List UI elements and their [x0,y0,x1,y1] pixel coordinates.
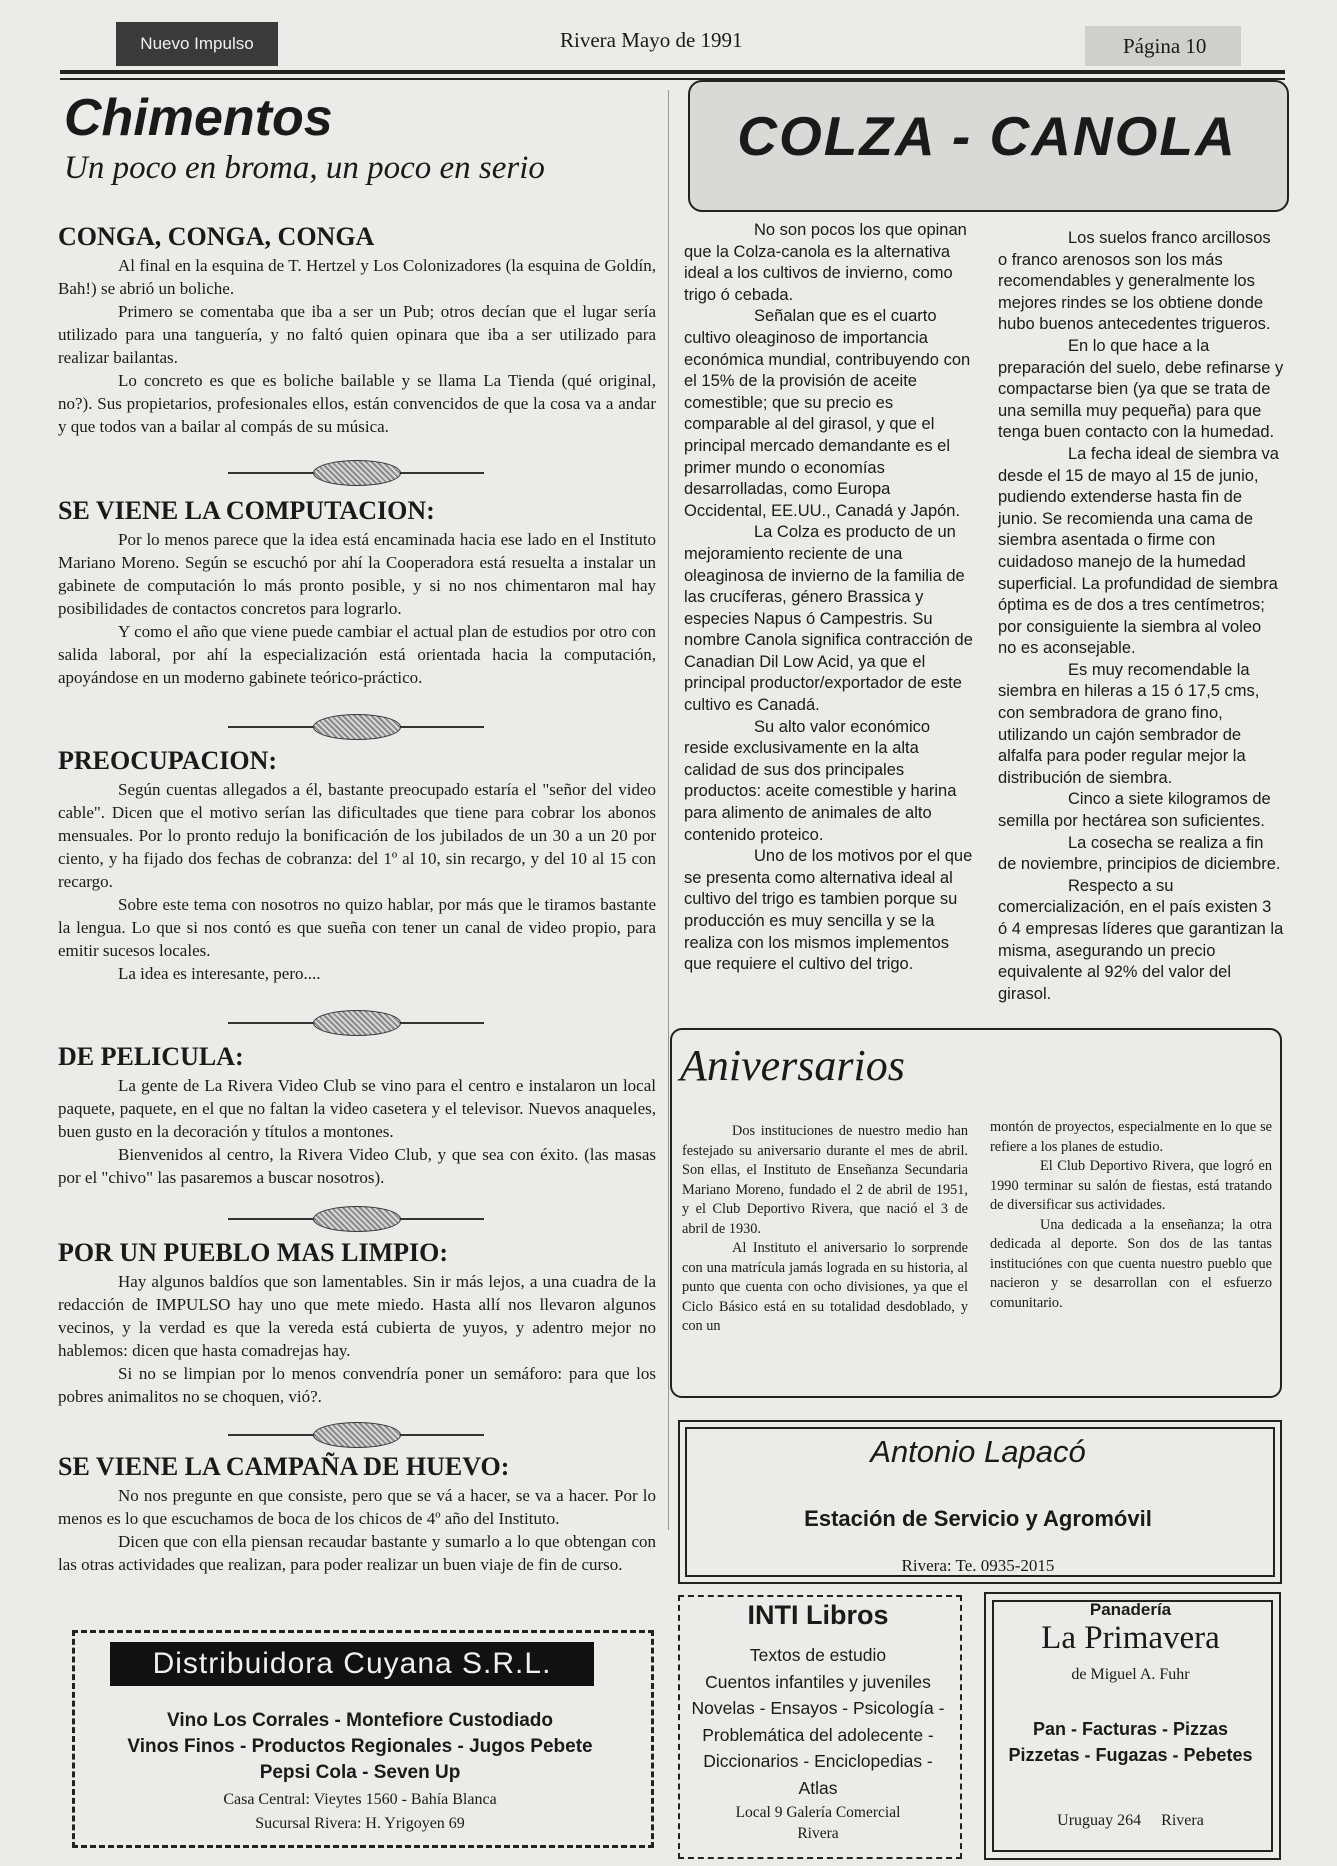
ornament-divider [228,714,484,740]
aniversarios-paragraph: El Club Deportivo Rivera, que logró en 1990 terminar su salón de fiestas, está tratando de diversificar sus actividades. [990,1158,1272,1213]
header-rule [60,70,1285,74]
ad-cuyana-address: Sucursal Rivera: H. Yrigoyen 69 [255,1815,465,1832]
ad-panaderia-address: Uruguay 264 Rivera [1057,1812,1204,1829]
article-heading: CONGA, CONGA, CONGA [58,222,375,251]
ad-cuyana-addresses [80,1788,640,1836]
colza-paragraph: Su alto valor económico reside exclusivamente en la alta calidad de sus dos principales productos: aceite comestible y harina para alimento de animales de alto contenido proteico. [684,717,957,844]
article-body [58,254,656,438]
ad-cuyana-line: Vinos Finos - Productos Regionales - Jugos Pebete [127,1736,593,1757]
ad-inti-address-line: Local 9 Galería Comercial [735,1804,901,1821]
article-heading: PREOCUPACION: [58,746,278,775]
article-paragraph: La idea es interesante, pero.... [118,964,321,983]
ad-inti-items [680,1642,956,1801]
ad-lapaco-name: Antonio Lapacó [870,1434,1086,1469]
aniversarios-title: Aniversarios [680,1041,905,1090]
colza-paragraph: Señalan que es el cuarto cultivo oleaginoso de importancia económica mundial, contribuyendo con el 15% de la provisión de aceite comestible; que su precio es comparable al del girasol, y que el principal mercado demandante es el primer mundo o economías desarrolladas, como Europa Occidental, EE.UU., Canadá y Japón. [684,307,971,520]
article-body [58,1484,656,1576]
colza-paragraph: Cinco a siete kilogramos de semilla por hectárea son suficientes. [998,790,1271,831]
article-heading: POR UN PUEBLO MAS LIMPIO: [58,1238,448,1267]
ornament-divider [228,1206,484,1232]
colza-column-2 [998,228,1284,1005]
article-paragraph: Bienvenidos al centro, la Rivera Video Club, y que sea con éxito. (las masas por el "chivo" las pasaremos a buscar nosotros). [58,1145,656,1187]
article-heading: DE PELICULA: [58,1042,244,1071]
article-paragraph: Sobre este tema con nosotros no quizo hablar, por más que le tiramos bastante la lengua. Lo que si nos contó es que sueña con tener un canal de video propio, para emitir sucesos locales. [58,895,656,960]
ad-inti-line: Atlas [798,1777,838,1798]
ad-lapaco-phone: Rivera: Te. 0935-2015 [901,1556,1055,1575]
colza-paragraph: La fecha ideal de siembra va desde el 15 de mayo al 15 de junio, pudiendo extenderse hasta fin de junio. Se recomienda una cama de siembra asentada o firme con cuidadoso manejo de la humedad superficial. La profundidad de siembra óptima es de dos a tres centímetros; por consiguiente la siembra al voleo no es aconsejable. [998,444,1279,658]
ad-lapaco-tagline: Estación de Servicio y Agromóvil [804,1506,1152,1531]
article-heading: SE VIENE LA COMPUTACION: [58,496,435,525]
section-subtitle: Un poco en broma, un poco en serio [64,150,545,186]
colza-paragraph: La cosecha se realiza a fin de noviembre, principios de diciembre. [998,833,1281,874]
colza-paragraph: En lo que hace a la preparación del suelo, debe refinarse y compactarse bien (ya que se trata de una semilla muy pequeña) para que tenga buen contacto con la humedad. [998,336,1284,442]
article-paragraph: Dicen que con ella piensan recaudar bastante y sumarlo a lo que obtengan con las otras actividades que realizan, para poder realizar un buen viaje de fin de curso. [58,1532,656,1574]
ad-panaderia-owner: de Miguel A. Fuhr [1071,1666,1190,1683]
colza-column-1 [684,220,974,976]
article-paragraph: No nos pregunte en que consiste, pero que se vá a hacer, se va a hacer. Por lo menos es lo que escuchamos de boca de los chicos de 4º año del Instituto. [58,1486,656,1528]
ad-cuyana-name: Distribuidora Cuyana S.R.L. [110,1642,594,1686]
article-paragraph: Por lo menos parece que la idea está encaminada hacia ese lado en el Instituto Mariano Moreno. Según se escuchó por ahí la Cooperadora está resuelta a instalar un gabinete de computación lo más pronto posible, y si no nos chimentaron mal hay posibilidades de contactos concretos para lograrlo. [58,530,656,618]
ad-inti-name: INTI Libros [747,1600,889,1630]
issue-date: Rivera Mayo de 1991 [560,28,743,52]
aniversarios-paragraph: montón de proyectos, especialmente en lo que se refiere a los planes de estudio. [990,1119,1272,1155]
ad-cuyana-line: Vino Los Corrales - Montefiore Custodiado [166,1710,553,1731]
colza-title: COLZA - CANOLA [737,105,1237,167]
ornament-divider [228,460,484,486]
section-title: Chimentos [64,89,333,147]
masthead-logo: Nuevo Impulso [116,22,278,66]
ad-inti-line: Problemática del adolecente - [702,1724,934,1745]
ad-panaderia-name: La Primavera [1041,1620,1220,1656]
aniversarios-paragraph: Una dedicada a la enseñanza; la otra dedicada al deporte. Son dos de las tantas instituciónes con que cuenta nuestro pueblo que nacieron y se desarrollan con el esfuerzo comunitario. [990,1216,1272,1311]
ad-panaderia-line: Pan - Facturas - Pizzas [1032,1719,1229,1739]
aniversarios-column-1 [682,1122,968,1337]
article-paragraph: Lo concreto es que es boliche bailable y se llama La Tienda (qué original, no?). Sus propietarios, profesionales ellos, están convencidos de que la cosa va a andar y que todos van a bailar al compás de su música. [58,371,656,436]
ad-inti-line: Cuentos infantiles y juveniles [705,1671,931,1692]
colza-paragraph: Respecto a su comercialización, en el país existen 3 ó 4 empresas líderes que garantizan la misma, asegurando un precio equivalente al 92% del valor del girasol. [998,876,1284,1003]
article-paragraph: La gente de La Rivera Video Club se vino para el centro e instalaron un local paquete, paquete, en el que no faltan la video casetera y el televisor. Nuevos anaqueles, buen gusto en la decoración y títulos a montones. [58,1076,656,1141]
ad-panaderia-kicker: Panadería [1089,1600,1172,1619]
ad-inti-address-line: Rivera [797,1825,839,1842]
ad-inti-line: Diccionarios - Enciclopedias - [703,1751,933,1771]
ad-panaderia-products [994,1716,1267,1768]
colza-paragraph: Los suelos franco arcillosos o franco arenosos son los más recomendables y generalmente los mejores rindes se los obtiene donde hubo buenos antecedentes trigueros. [998,229,1271,334]
article-paragraph: Y como el año que viene puede cambiar el actual plan de estudios por otro con salida laboral, por ahí la especialización está orientada hacia la computación, apoyándose en un moderno gabinete teórico-práctico. [58,622,656,687]
article-body [58,528,656,689]
aniversarios-column-2 [990,1118,1272,1313]
article-body [58,778,656,985]
ad-cuyana-address: Casa Central: Vieytes 1560 - Bahía Blanca [223,1791,497,1808]
colza-paragraph: La Colza es producto de un mejoramiento reciente de una oleaginosa de invierno de la familia de las crucíferas, género Brassica y especies Napus ó Campestris. Su nombre Canola significa contracción de Canadian Dil Low Acid, ya que el principal productor/exportador de este cultivo es Canadá. [684,523,973,715]
article-body [58,1074,656,1189]
ad-cuyana-line: Pepsi Cola - Seven Up [259,1762,461,1783]
article-heading: SE VIENE LA CAMPAÑA DE HUEVO: [58,1452,510,1481]
aniversarios-paragraph: Dos instituciones de nuestro medio han festejado su aniversario durante el mes de abril. Son ellas, el Instituto de Enseñanza Secundaria Mariano Moreno, fundado el 2 de abril de 1951, y el Club Deportivo Rivera, que nació el 3 de abril de 1930. [682,1123,968,1237]
ornament-divider [228,1010,484,1036]
colza-paragraph: No son pocos los que opinan que la Colza-canola es la alternativa ideal a los cultivos de invierno, como trigo ó cebada. [684,221,967,304]
ad-inti-line: Textos de estudio [749,1645,887,1665]
aniversarios-paragraph: Al Instituto el aniversario lo sorprende con una matrícula jamás lograda en su historia, al punto que cuenta con ocho divisiones, ya que el Ciclo Básico está en su totalidad desdoblado, y con un [682,1240,968,1334]
ad-panaderia-line: Pizzetas - Fugazas - Pebetes [1008,1745,1253,1765]
colza-paragraph: Uno de los motivos por el que se presenta como alternativa ideal al cultivo del trigo es tambien porque su producción es muy sencilla y se la realiza con los mismos implementos que requiere el cultivo del trigo. [684,847,973,974]
ad-cuyana-products [80,1708,640,1786]
column-divider [668,90,669,1530]
ornament-divider [228,1422,484,1448]
colza-paragraph: Es muy recomendable la siembra en hileras a 15 ó 17,5 cms, con sembradora de grano fino, utilizando un cajón sembrador de alfalfa para poder regular mejor la distribución de siembra. [998,660,1260,787]
article-paragraph: Si no se limpian por lo menos convendría poner un semáforo: para que los pobres animalitos no se choquen, vió?. [58,1364,656,1406]
article-paragraph: Primero se comentaba que iba a ser un Pub; otros decían que el lugar sería utilizado para una tanguería, y no faltó quien opinara que iba a ser utilizado para realizar bailantas. [58,302,656,367]
article-body [58,1270,656,1408]
article-paragraph: Según cuentas allegados a él, bastante preocupado estaría el "señor del video cable". Dicen que el motivo serían las dificultades que tiene para cobrar los abonos mensuales. Por lo pronto redujo la bonificación de los jubilados de un 30 a un 20 por ciento, y ha fijado dos fechas de cobranza: del 1º al 10, sin recargo, y del 10 al 15 con recargo. [58,780,656,891]
ad-inti-line: Novelas - Ensayos - Psicología - [691,1698,945,1718]
page-number: Página 10 [1085,26,1241,66]
article-paragraph: Hay algunos baldíos que son lamentables. Sin ir más lejos, a una cuadra de la redacción de IMPULSO hay uno que mete miedo. Hasta allí nos llevaron algunos vecinos, y la verdad es que la vereda está cubierta de yuyos, y adentro mejor no hablemos: dicen que hasta comadrejas hay. [58,1272,656,1360]
ad-inti-address [680,1802,956,1844]
article-paragraph: Al final en la esquina de T. Hertzel y Los Colonizadores (la esquina de Goldín, Bah!) se abrió un boliche. [58,256,656,298]
